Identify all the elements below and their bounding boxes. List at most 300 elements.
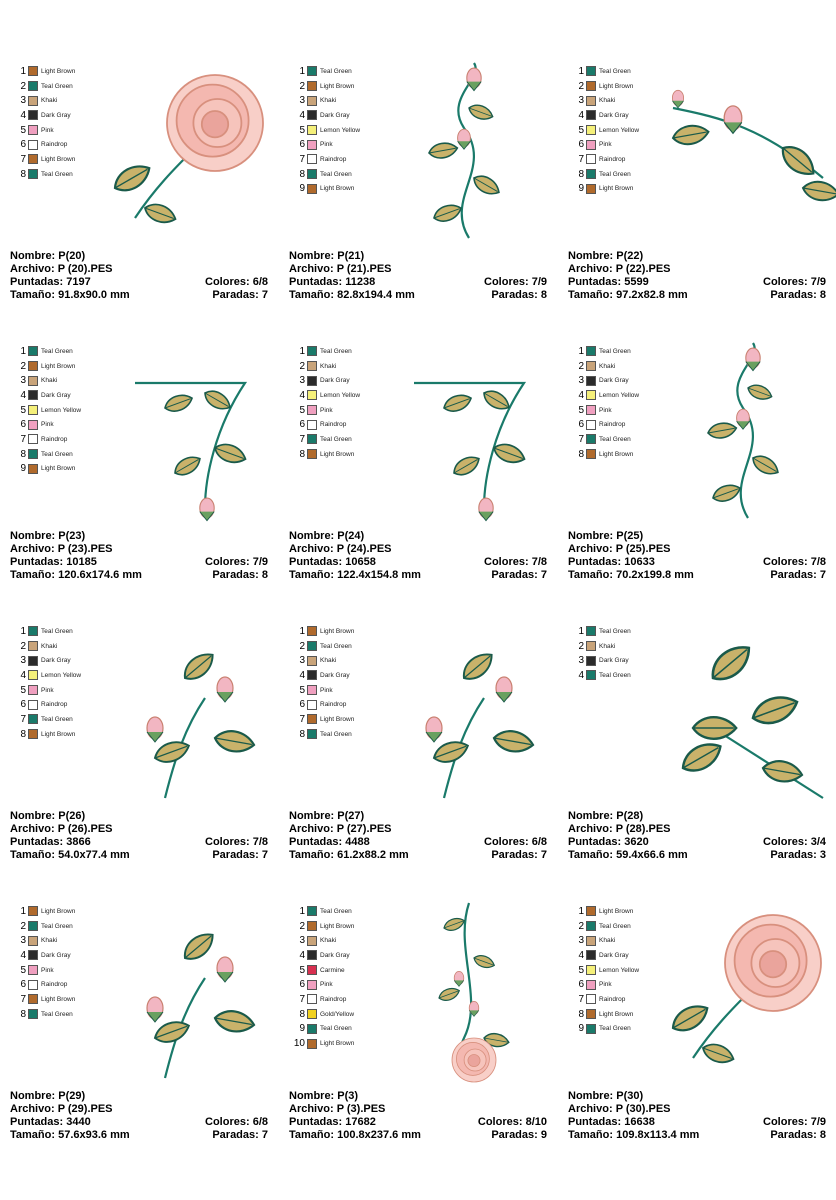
design-card-P(20)[interactable] xyxy=(10,58,289,338)
embroidery-preview xyxy=(653,898,836,1083)
color-index: 1 xyxy=(20,345,26,357)
embroidery-preview xyxy=(653,58,836,243)
design-card-P(3)[interactable] xyxy=(289,898,568,1178)
color-index: 4 xyxy=(299,949,305,961)
color-name: Dark Gray xyxy=(599,111,629,119)
color-swatch xyxy=(28,420,38,430)
color-name: Teal Green xyxy=(41,627,73,635)
color-swatch xyxy=(28,110,38,120)
design-card-P(23)[interactable] xyxy=(10,338,289,618)
color-swatch xyxy=(28,405,38,415)
color-row xyxy=(14,919,75,934)
color-swatch xyxy=(28,464,38,474)
color-index: 5 xyxy=(299,404,305,416)
colores-line: Colores: 8/10 xyxy=(477,1116,547,1128)
design-card-P(21)[interactable] xyxy=(289,58,568,338)
color-swatch xyxy=(28,81,38,91)
color-name: Lemon Yellow xyxy=(599,126,640,134)
embroidery-preview xyxy=(95,58,285,243)
color-swatch xyxy=(586,670,596,680)
nombre-line: Nombre: P(21) xyxy=(289,250,365,262)
color-index: 7 xyxy=(20,713,26,725)
puntadas-line: Puntadas: 3440 xyxy=(10,1116,91,1128)
color-row xyxy=(293,344,360,359)
archivo-line: Archivo: P (3).PES xyxy=(289,1103,386,1115)
color-row xyxy=(14,344,81,359)
color-index: 7 xyxy=(578,153,584,165)
color-name: Raindrop xyxy=(599,421,626,429)
color-swatch xyxy=(586,626,596,636)
puntadas-line: Puntadas: 11238 xyxy=(289,276,376,288)
color-index: 6 xyxy=(299,419,305,431)
color-row xyxy=(14,933,75,948)
nombre-line: Nombre: P(27) xyxy=(289,810,365,822)
color-index: 8 xyxy=(578,448,584,460)
leaf-shape xyxy=(700,1040,736,1066)
color-row xyxy=(14,403,81,418)
rosebud-shape xyxy=(217,677,233,702)
color-row xyxy=(14,963,75,978)
color-index: 3 xyxy=(299,655,305,667)
color-swatch xyxy=(28,656,38,666)
color-name: Pink xyxy=(320,406,333,414)
color-row xyxy=(572,182,639,197)
color-row xyxy=(14,624,81,639)
color-index: 6 xyxy=(578,979,584,991)
color-swatch xyxy=(28,96,38,106)
color-index: 8 xyxy=(578,1008,584,1020)
color-row xyxy=(14,432,81,447)
color-index: 2 xyxy=(578,920,584,932)
color-swatch xyxy=(28,965,38,975)
puntadas-line: Puntadas: 10658 xyxy=(289,556,376,568)
color-name: Khaki xyxy=(599,362,616,370)
color-row xyxy=(572,992,639,1007)
puntadas-line: Puntadas: 3866 xyxy=(10,836,91,848)
color-row xyxy=(572,432,639,447)
rosebud-shape xyxy=(426,717,442,742)
leaf-shape xyxy=(470,172,502,199)
color-name: Raindrop xyxy=(320,155,347,163)
puntadas-line: Puntadas: 17682 xyxy=(289,1116,376,1128)
color-index: 8 xyxy=(20,168,26,180)
leaf-shape xyxy=(179,648,218,685)
color-index: 2 xyxy=(20,360,26,372)
colores-line: Colores: 6/8 xyxy=(484,836,547,848)
nombre-line: Nombre: P(22) xyxy=(568,250,644,262)
color-name: Dark Gray xyxy=(320,111,350,119)
leaf-shape xyxy=(212,440,248,466)
color-name: Teal Green xyxy=(599,671,631,679)
color-list xyxy=(572,344,639,462)
color-name: Teal Green xyxy=(599,435,631,443)
color-row xyxy=(572,639,631,654)
leaf-shape xyxy=(711,481,743,504)
paradas-line: Paradas: 7 xyxy=(491,849,547,861)
rosebud-shape xyxy=(467,68,481,91)
embroidery-svg xyxy=(374,898,564,1083)
color-name: Pink xyxy=(320,686,333,694)
design-card-P(25)[interactable] xyxy=(568,338,834,618)
color-swatch xyxy=(28,346,38,356)
color-index: 7 xyxy=(578,993,584,1005)
colores-line: Colores: 7/8 xyxy=(205,836,268,848)
rose-shape xyxy=(167,75,263,171)
color-name: Dark Gray xyxy=(320,671,350,679)
color-row xyxy=(572,152,639,167)
color-index: 3 xyxy=(20,655,26,667)
colores-line: Colores: 7/8 xyxy=(763,556,826,568)
color-name: Pink xyxy=(320,141,333,149)
color-row xyxy=(14,697,81,712)
color-list xyxy=(14,904,75,1022)
color-index: 10 xyxy=(293,1038,305,1050)
design-card-P(22)[interactable] xyxy=(568,58,834,338)
color-swatch xyxy=(28,980,38,990)
color-list xyxy=(293,64,360,196)
color-swatch xyxy=(586,125,596,135)
color-swatch xyxy=(307,346,317,356)
color-swatch xyxy=(307,96,317,106)
embroidery-svg xyxy=(374,338,564,523)
color-row xyxy=(572,344,639,359)
embroidery-svg xyxy=(374,58,564,243)
color-index: 3 xyxy=(578,935,584,947)
paradas-line: Paradas: 7 xyxy=(212,1129,268,1141)
colores-line: Colores: 7/9 xyxy=(484,276,547,288)
nombre-line: Nombre: P(26) xyxy=(10,810,86,822)
rosebud-shape xyxy=(458,129,471,149)
color-name: Pink xyxy=(41,966,54,974)
rose-shape xyxy=(725,915,821,1011)
color-name: Carmine xyxy=(320,966,345,974)
colores-line: Colores: 7/9 xyxy=(763,276,826,288)
color-swatch xyxy=(28,641,38,651)
paradas-line: Paradas: 8 xyxy=(770,289,826,301)
leaf-shape xyxy=(110,160,154,197)
paradas-line: Paradas: 7 xyxy=(212,849,268,861)
color-row xyxy=(572,403,639,418)
color-swatch xyxy=(28,154,38,164)
color-row xyxy=(14,462,81,477)
color-name: Raindrop xyxy=(41,435,68,443)
color-row xyxy=(293,152,360,167)
nombre-line: Nombre: P(30) xyxy=(568,1090,644,1102)
color-swatch xyxy=(586,449,596,459)
color-name: Light Brown xyxy=(599,450,634,458)
tamano-line: Tamaño: 59.4x66.6 mm xyxy=(568,849,688,861)
design-info xyxy=(289,810,547,862)
paradas-line: Paradas: 8 xyxy=(212,569,268,581)
color-swatch xyxy=(586,110,596,120)
color-index: 5 xyxy=(20,124,26,136)
color-row xyxy=(572,359,639,374)
color-index: 5 xyxy=(578,404,584,416)
color-row xyxy=(572,963,639,978)
color-index: 2 xyxy=(299,360,305,372)
color-name: Raindrop xyxy=(41,141,68,149)
leaf-shape xyxy=(671,123,710,147)
color-row xyxy=(293,977,354,992)
color-name: Lemon Yellow xyxy=(599,966,640,974)
leaf-shape xyxy=(432,201,464,224)
nombre-line: Nombre: P(24) xyxy=(289,530,365,542)
nombre-line: Nombre: P(25) xyxy=(568,530,644,542)
color-index: 2 xyxy=(20,920,26,932)
color-index: 7 xyxy=(299,433,305,445)
puntadas-line: Puntadas: 10633 xyxy=(568,556,655,568)
color-row xyxy=(14,373,81,388)
color-swatch xyxy=(307,980,317,990)
color-row xyxy=(293,919,354,934)
leaf-shape xyxy=(668,1000,712,1037)
archivo-line: Archivo: P (29).PES xyxy=(10,1103,113,1115)
leaf-shape xyxy=(693,717,736,739)
leaf-shape xyxy=(213,728,255,754)
color-name: Light Brown xyxy=(320,185,355,193)
color-name: Teal Green xyxy=(320,347,352,355)
color-row xyxy=(14,447,81,462)
color-name: Khaki xyxy=(41,937,58,945)
color-swatch xyxy=(307,1024,317,1034)
color-swatch xyxy=(586,420,596,430)
color-name: Lemon Yellow xyxy=(599,391,640,399)
color-row xyxy=(293,403,360,418)
color-swatch xyxy=(28,670,38,680)
color-index: 2 xyxy=(578,360,584,372)
rosebud-shape xyxy=(479,498,493,520)
color-index: 3 xyxy=(20,935,26,947)
color-swatch xyxy=(307,154,317,164)
design-card-P(28)[interactable] xyxy=(568,618,834,898)
design-card-P(27)[interactable] xyxy=(289,618,568,898)
color-swatch xyxy=(586,434,596,444)
color-index: 5 xyxy=(20,964,26,976)
color-index: 6 xyxy=(299,139,305,151)
color-swatch xyxy=(307,656,317,666)
color-name: Teal Green xyxy=(320,1025,352,1033)
color-row xyxy=(14,683,81,698)
color-row xyxy=(293,432,360,447)
color-index: 1 xyxy=(578,905,584,917)
rosebud-shape xyxy=(147,717,163,742)
design-info xyxy=(568,530,826,582)
color-name: Light Brown xyxy=(599,82,634,90)
archivo-line: Archivo: P (25).PES xyxy=(568,543,671,555)
color-swatch xyxy=(307,906,317,916)
color-index: 7 xyxy=(299,153,305,165)
nombre-line: Nombre: P(23) xyxy=(10,530,86,542)
color-name: Teal Green xyxy=(599,627,631,635)
leaf-shape xyxy=(472,953,496,971)
color-name: Light Brown xyxy=(41,995,76,1003)
color-row xyxy=(572,933,639,948)
color-index: 6 xyxy=(20,139,26,151)
color-index: 5 xyxy=(299,124,305,136)
rosebud-shape xyxy=(200,498,214,520)
design-card-P(29)[interactable] xyxy=(10,898,289,1178)
color-row xyxy=(572,373,639,388)
color-list xyxy=(572,624,631,683)
color-name: Pink xyxy=(599,981,612,989)
color-swatch xyxy=(307,921,317,931)
design-card-P(30)[interactable] xyxy=(568,898,834,1178)
color-row xyxy=(14,93,75,108)
color-name: Lemon Yellow xyxy=(320,126,361,134)
color-name: Teal Green xyxy=(41,922,73,930)
color-index: 6 xyxy=(20,419,26,431)
color-index: 2 xyxy=(20,80,26,92)
color-name: Light Brown xyxy=(320,922,355,930)
color-swatch xyxy=(28,1009,38,1019)
color-name: Teal Green xyxy=(320,730,352,738)
color-swatch xyxy=(307,66,317,76)
color-index: 4 xyxy=(299,389,305,401)
embroidery-preview xyxy=(374,898,564,1083)
color-row xyxy=(572,948,639,963)
embroidery-svg xyxy=(95,618,285,803)
color-row xyxy=(14,79,75,94)
color-index: 3 xyxy=(299,935,305,947)
color-row xyxy=(572,167,639,182)
color-index: 6 xyxy=(20,979,26,991)
archivo-line: Archivo: P (26).PES xyxy=(10,823,113,835)
design-card-P(24)[interactable] xyxy=(289,338,568,618)
color-row xyxy=(572,79,639,94)
color-swatch xyxy=(28,140,38,150)
color-row xyxy=(293,697,354,712)
color-index: 1 xyxy=(299,345,305,357)
leaf-shape xyxy=(152,737,192,766)
color-name: Teal Green xyxy=(599,1025,631,1033)
color-name: Raindrop xyxy=(320,701,347,709)
color-swatch xyxy=(307,184,317,194)
color-row xyxy=(14,108,75,123)
paradas-line: Paradas: 8 xyxy=(770,1129,826,1141)
puntadas-line: Puntadas: 7197 xyxy=(10,276,91,288)
leaf-shape xyxy=(491,440,527,466)
color-swatch xyxy=(28,906,38,916)
color-swatch xyxy=(586,906,596,916)
color-name: Raindrop xyxy=(599,155,626,163)
color-row xyxy=(14,137,75,152)
embroidery-preview xyxy=(653,618,836,803)
color-name: Gold/Yellow xyxy=(320,1010,355,1018)
leaf-shape xyxy=(801,179,836,203)
rosebud-shape xyxy=(217,957,233,982)
color-row xyxy=(293,948,354,963)
paradas-line: Paradas: 7 xyxy=(212,289,268,301)
tamano-line: Tamaño: 70.2x199.8 mm xyxy=(568,569,694,581)
color-row xyxy=(572,1007,639,1022)
embroidery-svg xyxy=(653,618,836,803)
color-swatch xyxy=(586,154,596,164)
color-index: 1 xyxy=(20,65,26,77)
color-name: Khaki xyxy=(599,97,616,105)
color-index: 3 xyxy=(578,375,584,387)
color-name: Light Brown xyxy=(41,465,76,473)
color-swatch xyxy=(28,376,38,386)
color-row xyxy=(14,417,81,432)
color-index: 5 xyxy=(20,404,26,416)
leaf-shape xyxy=(179,928,218,965)
color-name: Khaki xyxy=(320,657,337,665)
color-row xyxy=(572,137,639,152)
nombre-line: Nombre: P(20) xyxy=(10,250,86,262)
embroidery-svg xyxy=(374,618,564,803)
color-index: 4 xyxy=(20,109,26,121)
color-swatch xyxy=(586,346,596,356)
color-row xyxy=(293,904,354,919)
embroidery-svg xyxy=(95,338,285,523)
color-name: Teal Green xyxy=(320,642,352,650)
archivo-line: Archivo: P (21).PES xyxy=(289,263,392,275)
color-swatch xyxy=(586,994,596,1004)
embroidery-svg xyxy=(653,338,836,523)
color-swatch xyxy=(586,361,596,371)
color-index: 3 xyxy=(20,375,26,387)
color-name: Pink xyxy=(599,141,612,149)
color-name: Light Brown xyxy=(320,82,355,90)
color-name: Khaki xyxy=(599,937,616,945)
color-name: Teal Green xyxy=(599,922,631,930)
puntadas-line: Puntadas: 3620 xyxy=(568,836,649,848)
paradas-line: Paradas: 8 xyxy=(491,289,547,301)
puntadas-line: Puntadas: 5599 xyxy=(568,276,649,288)
color-index: 9 xyxy=(299,1023,305,1035)
color-name: Light Brown xyxy=(599,185,634,193)
color-row xyxy=(14,167,75,182)
color-swatch xyxy=(28,125,38,135)
color-index: 5 xyxy=(299,684,305,696)
color-row xyxy=(293,624,354,639)
color-list xyxy=(14,344,81,476)
color-swatch xyxy=(28,921,38,931)
leaf-shape xyxy=(458,648,497,685)
color-index: 9 xyxy=(20,463,26,475)
color-index: 4 xyxy=(20,949,26,961)
color-index: 3 xyxy=(299,95,305,107)
color-name: Teal Green xyxy=(320,907,352,915)
archivo-line: Archivo: P (22).PES xyxy=(568,263,671,275)
color-row xyxy=(293,373,360,388)
color-index: 5 xyxy=(299,964,305,976)
color-index: 3 xyxy=(299,375,305,387)
leaf-shape xyxy=(428,141,459,160)
color-index: 6 xyxy=(299,979,305,991)
color-row xyxy=(14,359,81,374)
color-name: Light Brown xyxy=(320,450,355,458)
color-name: Dark Gray xyxy=(599,657,629,665)
leaf-shape xyxy=(442,916,466,934)
colores-line: Colores: 3/4 xyxy=(763,836,826,848)
color-row xyxy=(293,123,360,138)
color-swatch xyxy=(307,81,317,91)
color-swatch xyxy=(307,1039,317,1049)
color-swatch xyxy=(307,714,317,724)
design-card-P(26)[interactable] xyxy=(10,618,289,898)
color-index: 1 xyxy=(299,65,305,77)
embroidery-svg xyxy=(653,58,836,243)
paradas-line: Paradas: 7 xyxy=(770,569,826,581)
color-swatch xyxy=(307,641,317,651)
color-row xyxy=(293,108,360,123)
leaf-shape xyxy=(707,421,738,440)
color-index: 5 xyxy=(20,684,26,696)
color-name: Teal Green xyxy=(599,347,631,355)
embroidery-preview xyxy=(95,338,285,523)
color-row xyxy=(14,639,81,654)
